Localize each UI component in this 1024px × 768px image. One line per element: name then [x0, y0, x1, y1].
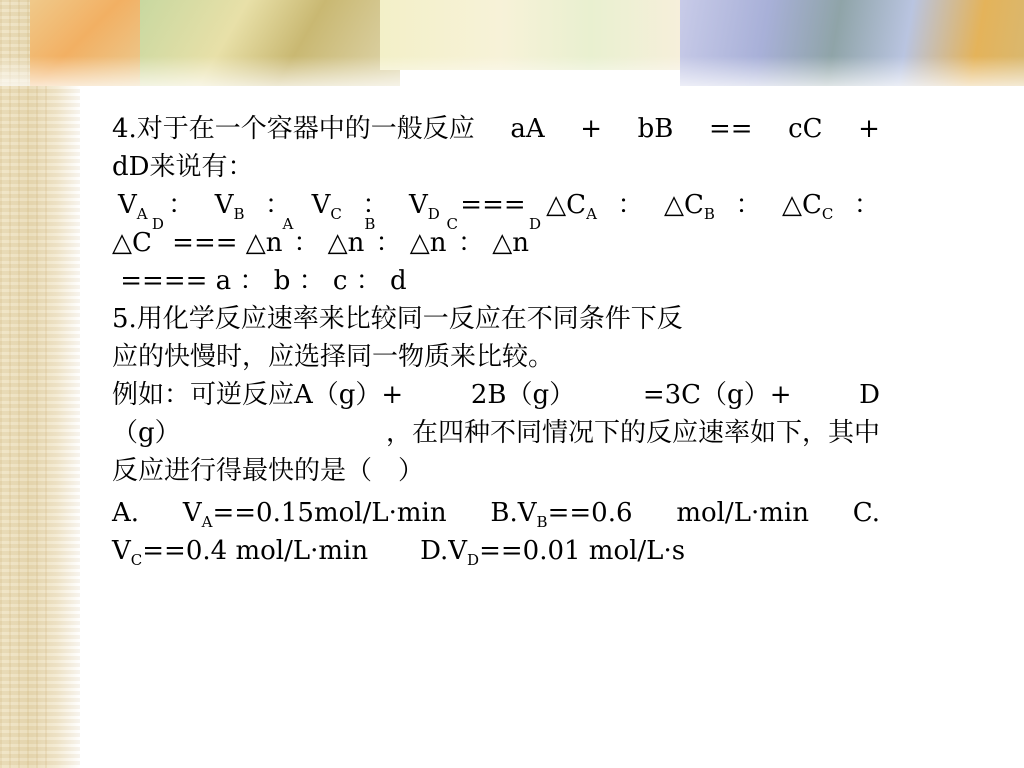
- text: ：: [168, 190, 195, 220]
- option-c-term: [112, 532, 368, 570]
- text: V: [182, 498, 202, 528]
- text: △C: [781, 190, 822, 220]
- text-line-1: [112, 110, 880, 148]
- text: ： △n: [293, 228, 365, 258]
- text: dD来说有：: [112, 152, 254, 182]
- subscript: B: [703, 205, 715, 223]
- text: ===: [460, 190, 526, 220]
- text: ：: [735, 190, 762, 220]
- text-line-9: [112, 414, 880, 452]
- text-line-11: [112, 494, 880, 532]
- text: V: [118, 190, 137, 220]
- text: ==0.6: [547, 498, 633, 528]
- text: ==0.15mol/L·min: [212, 498, 447, 528]
- text: ： △n: [457, 228, 529, 258]
- subscript: B: [536, 513, 548, 531]
- text-line-12: [112, 532, 880, 570]
- text: D.V: [420, 536, 468, 566]
- text: △C: [112, 228, 152, 258]
- text: 2B（g）: [470, 380, 576, 410]
- text-line-3: [112, 186, 880, 224]
- text: ==0.4 mol/L·min: [142, 536, 369, 566]
- text: ==0.01 mol/L·s: [479, 536, 686, 566]
- subscript: C: [821, 205, 834, 223]
- text: mol/L·min: [676, 498, 809, 528]
- text: D: [859, 380, 880, 410]
- term: [312, 186, 342, 224]
- text: V: [311, 190, 331, 220]
- term: [546, 186, 597, 224]
- subscript: D: [151, 215, 164, 233]
- text: ：: [265, 190, 292, 220]
- text: ：: [617, 190, 644, 220]
- subscript: A: [586, 205, 597, 223]
- subscript: D: [467, 551, 480, 569]
- spacer: [368, 532, 420, 570]
- text-line-2: [112, 148, 880, 186]
- option-d-term: [420, 532, 685, 570]
- term: [664, 186, 715, 224]
- text: 4.对于在一个容器中的一般反应: [112, 114, 475, 144]
- text: 5.用化学反应速率来比较同一反应在不同条件下反: [112, 304, 683, 334]
- text-line-6: [112, 300, 880, 338]
- text: B.V: [490, 498, 537, 528]
- text: === △n: [163, 228, 283, 258]
- subscript: A: [136, 205, 148, 223]
- text: V: [214, 190, 234, 220]
- text: aA: [510, 114, 545, 144]
- text-line-8: [112, 376, 880, 414]
- text-line-5: [112, 262, 880, 300]
- subscript: D: [528, 215, 541, 233]
- subscript: A: [201, 513, 213, 531]
- text: 反应进行得最快的是（ ）: [112, 456, 425, 486]
- subscript: C: [130, 551, 143, 569]
- term: [409, 186, 440, 224]
- text: ==: [708, 114, 753, 144]
- term: [782, 186, 833, 224]
- top-decorative-banner: [0, 0, 1024, 86]
- text-line-10: [112, 452, 880, 490]
- term: [215, 186, 245, 224]
- text: ，在四种不同情况下的反应速率如下，其中: [385, 418, 880, 448]
- text: ：: [362, 190, 389, 220]
- subscript: B: [233, 205, 245, 223]
- subscript: C: [446, 215, 458, 233]
- text: V: [408, 190, 428, 220]
- text: =3C（g）+: [642, 380, 792, 410]
- text: 例如：可逆反应A（g）+: [112, 380, 404, 410]
- text: bB: [637, 114, 674, 144]
- text: V: [112, 536, 131, 566]
- term: [118, 186, 148, 224]
- text: △C: [546, 190, 587, 220]
- option-a-term: [183, 494, 447, 532]
- text: +: [858, 114, 880, 144]
- text-line-4: [112, 215, 880, 262]
- text: △C: [663, 190, 704, 220]
- slide-body: [112, 110, 880, 570]
- text: A.: [112, 498, 140, 528]
- text: ： △n: [375, 228, 447, 258]
- subscript: D: [427, 205, 440, 223]
- text-line-7: [112, 338, 880, 376]
- banner-fade: [0, 56, 1024, 86]
- text: （g）: [112, 418, 181, 448]
- option-b-term: [490, 494, 632, 532]
- subscript: B: [364, 215, 376, 233]
- subscript: A: [282, 215, 294, 233]
- text: C.: [852, 498, 880, 528]
- text: 应的快慢时，应选择同一物质来比较。: [112, 342, 555, 372]
- text: cC: [788, 114, 823, 144]
- text: +: [580, 114, 603, 144]
- subscript: C: [330, 205, 342, 223]
- text: ==== a ： b ： c ： d: [112, 266, 407, 296]
- text: ：: [853, 190, 880, 220]
- left-decorative-strip: [0, 0, 80, 768]
